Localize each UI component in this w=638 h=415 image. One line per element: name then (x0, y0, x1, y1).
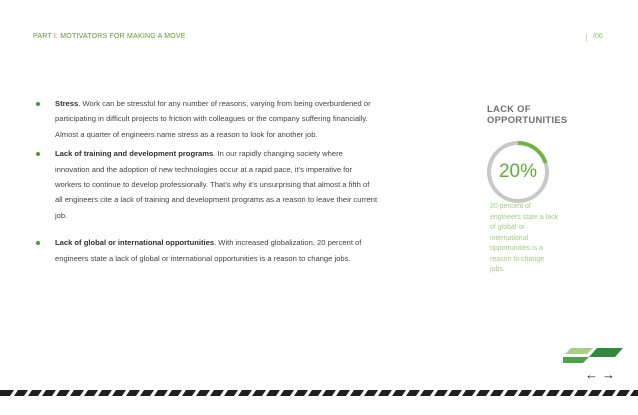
bullet-stress (33, 96, 378, 142)
sidebar-title-line1: LACK OF (487, 103, 531, 114)
bullet-dot-icon (36, 152, 40, 156)
sidebar-description: 20 percent of engineers state a lack of global or international opportunities is a reason to change jobs. (490, 203, 559, 273)
bullet-dot-icon (36, 102, 40, 106)
bullet-list (33, 96, 378, 270)
next-arrow-icon[interactable]: → (602, 367, 615, 382)
bullet-heading: Lack of global or international opportunities (55, 238, 215, 248)
bullet-dot-icon (36, 241, 40, 245)
bullet-text: . Work can be stressful for any number of reasons, varying from being overburdened or participating in difficult projects to friction with colleagues or the company suffering financially. Almost a quarter of engineers name stress as a reason to look for another job. (55, 99, 371, 139)
page-navigation (585, 367, 619, 382)
bullet-global (33, 235, 378, 266)
bullet-text: . In our rapidly changing society where innovation and the adoption of new technologies occur at a rapid pace, it’s imperative for workers to continue to develop professionally. That’s why it’s unsurprising that almost a fifth of all engineers cite a lack of training and development programs as a reason to leave their current job. (55, 149, 378, 220)
bullet-training (33, 146, 378, 223)
page-number: /06 (593, 33, 603, 40)
sidebar-title-line2: OPPORTUNITIES (487, 114, 568, 125)
bottom-stripe-bar (0, 390, 638, 396)
stripe-dark (589, 348, 623, 357)
stripe-mid (563, 357, 589, 363)
section-header: PART I: MOTIVATORS FOR MAKING A MOVE (33, 33, 186, 40)
bullet-heading: Lack of training and development programs (55, 149, 214, 159)
stripe-light (565, 348, 593, 354)
prev-arrow-icon[interactable]: ← (585, 367, 598, 382)
sidebar-title (487, 103, 567, 125)
bullet-heading: Stress (55, 99, 79, 108)
page-separator (586, 34, 587, 41)
percent-label: 20% (498, 161, 538, 182)
bullet-text: . With increased globalization, 20 percent of engineers state a lack of global or international opportunities is a reason to change jobs. (55, 238, 362, 263)
